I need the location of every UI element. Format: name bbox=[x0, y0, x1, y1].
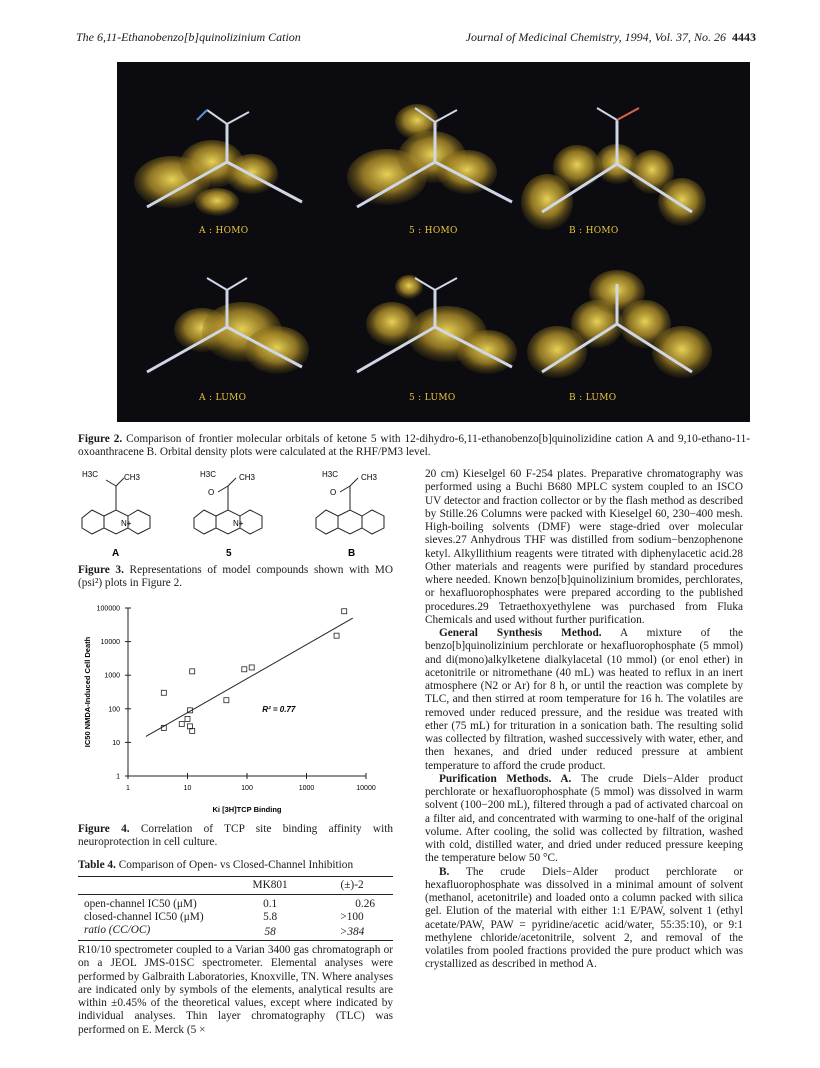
r-squared-annotation: R² = 0.77 bbox=[262, 705, 296, 715]
table-header-compound-2: (±)-2 bbox=[340, 879, 364, 892]
figure-4-caption bbox=[78, 823, 393, 850]
data-point bbox=[334, 633, 339, 638]
methyl-label-b: H3C bbox=[322, 470, 339, 479]
paragraph-general-synthesis bbox=[425, 627, 743, 773]
table-cell: 0.1 bbox=[263, 898, 278, 911]
panel-label-b-homo: B : HOMO bbox=[569, 226, 619, 236]
left-paragraph: R10/10 spectrometer coupled to a Varian 3400 gas chromatograph or on a JEOL JMS-01SC spectrometer. Elemental analyses were performed by Galbraith Laboratories, Knoxville, TN. Where analyses are indicated only by symbols of the elements, analytical results are within ±0.45% of the theoretical values, except where indicated by individual analyses. Thin layer chromatography (TLC) was performed on E. Merck (5 × bbox=[78, 944, 393, 1036]
left-column-text bbox=[78, 944, 393, 1037]
structure-a bbox=[82, 478, 150, 534]
method-b-heading: B. bbox=[439, 865, 450, 878]
figure-4-caption-text: Correlation of TCP site binding affinity with neuroprotection in cell culture. bbox=[78, 823, 393, 849]
data-point bbox=[242, 667, 247, 672]
panel-label-b-lumo: B : LUMO bbox=[569, 393, 617, 403]
data-point bbox=[224, 698, 229, 703]
nitrogen-label-a: N+ bbox=[121, 519, 132, 528]
oxygen-label-b: O bbox=[330, 488, 337, 497]
ch3-label-b: CH3 bbox=[361, 473, 378, 482]
figure-4-number: Figure 4. bbox=[78, 823, 130, 835]
chart-points bbox=[161, 609, 346, 734]
y-tick-label: 10 bbox=[112, 739, 120, 747]
ch3-label-5: CH3 bbox=[239, 473, 256, 482]
structure-label-5: 5 bbox=[226, 548, 232, 559]
table-cell: 0.26 bbox=[355, 898, 375, 911]
ch3-label-a: CH3 bbox=[124, 473, 141, 482]
y-tick-label: 100 bbox=[108, 706, 120, 714]
panel-label-a-homo: A : HOMO bbox=[199, 226, 249, 236]
figure-2-number: Figure 2. bbox=[78, 433, 123, 445]
y-tick-label: 1000 bbox=[104, 672, 120, 680]
table-cell: ratio (CC/OC) bbox=[84, 924, 151, 937]
panel-label-a-lumo: A : LUMO bbox=[199, 393, 247, 403]
table-header-mk801: MK801 bbox=[252, 879, 288, 892]
structure-label-b: B bbox=[348, 548, 356, 559]
running-title: The 6,11-Ethanobenzo[b]quinolizinium Cation bbox=[76, 30, 301, 44]
table-4 bbox=[78, 859, 393, 941]
right-column-text bbox=[425, 468, 743, 972]
table-row bbox=[78, 898, 393, 911]
journal-name: Journal of Medicinal Chemistry, 1994, Vol. 37, No. 26 bbox=[465, 30, 726, 44]
purification-b-text: The crude Diels−Alder product perchlorate or hexafluorophosphate was dissolved in a minimal amount of solvent (methanol, acetonitrile) and loaded onto a column packed with silica gel. Elution of the material with either 1:1 E/PAW, solvent 1 (ethyl acetate/PAW, PAW = pyridine/acetic acid/water, 55:35:10), or 9:1 methylene chloride/acetonitrile, solvent 2, and removal of the volatiles from pooled fractions provided the pure product which was crystallized as described in method A. bbox=[425, 865, 744, 971]
table-row bbox=[78, 924, 393, 941]
table-4-body bbox=[78, 898, 393, 941]
paragraph-purification-a bbox=[425, 773, 743, 866]
data-point bbox=[161, 690, 166, 695]
panel-label-5-homo: 5 : HOMO bbox=[409, 226, 458, 236]
figure-3-number: Figure 3. bbox=[78, 564, 124, 576]
methyl-label-a: H3C bbox=[82, 470, 99, 479]
purification-a-text: The crude Diels−Alder product perchlorate or hexafluorophosphate (5 mmol) was dissolved in warm solvent (100−200 mL), filtered through a pad of activated charcoal on a filter aid, and concentrated with warming to one-half of the original volume. After cooling, the solid was collected by filtration, washed with cold, distilled water, and dried under reduced pressure keeping the temperature below 50 °C. bbox=[425, 772, 743, 865]
panel-5-homo bbox=[347, 104, 512, 207]
x-axis-label: Ki [3H]TCP Binding bbox=[212, 805, 282, 814]
correlation-scatter-chart bbox=[76, 596, 396, 818]
table-4-title bbox=[78, 859, 393, 872]
panel-b-lumo bbox=[527, 270, 712, 378]
figure-3-caption bbox=[78, 564, 393, 591]
paragraph-materials: 20 cm) Kieselgel 60 F-254 plates. Preparative chromatography was performed using a Buchi B680 MPLC system coupled to an ISCO UV detector and fraction collector or by the flash method as described by Stille.26 Columns were packed with Kieselgel 60, 230−400 mesh. High-boiling solvents (DMF) were stage-dried over molecular sieves.27 Anhydrous THF was distilled from sodium−benzophenone ketyl. Alkyllithium reagents were titrated with diphenylacetic acid.28 Other materials and reagents were purified by standard procedures where needed. Known benzo[b]quinolizinium bromides, perchlorates, or hexafluorophosphates were prepared according to the published procedures.29 Tetraethoxyethylene was purchased from Fluka Chemicals and used without further purification. bbox=[425, 468, 743, 626]
paragraph-purification-b bbox=[425, 866, 743, 972]
purification-heading: Purification Methods. A. bbox=[439, 772, 572, 785]
y-tick-label: 10000 bbox=[100, 639, 120, 647]
table-row bbox=[78, 911, 393, 924]
panel-a-homo bbox=[134, 110, 302, 216]
table-header-blank bbox=[78, 879, 229, 892]
x-tick-label: 10000 bbox=[356, 785, 376, 792]
x-tick-label: 100 bbox=[241, 785, 253, 792]
structure-5 bbox=[194, 478, 262, 534]
table-4-header-row bbox=[78, 876, 393, 895]
table-cell: >100 bbox=[340, 911, 364, 924]
y-axis-label: IC50 NMDA-Induced Cell Death bbox=[83, 636, 92, 748]
model-compound-structures bbox=[76, 466, 401, 562]
nitrogen-label-5: N+ bbox=[233, 519, 244, 528]
x-tick-label: 10 bbox=[183, 785, 192, 792]
y-tick-label: 100000 bbox=[96, 605, 120, 613]
panel-b-homo bbox=[521, 108, 706, 230]
data-point bbox=[190, 669, 195, 674]
methyl-label-5: H3C bbox=[200, 470, 217, 479]
table-cell: >384 bbox=[339, 925, 365, 938]
data-point bbox=[179, 722, 184, 727]
table-cell: open-channel IC50 (μM) bbox=[84, 898, 197, 911]
table-cell: 58 bbox=[264, 925, 276, 938]
oxygen-label-5: O bbox=[208, 488, 215, 497]
table-cell: closed-channel IC50 (μM) bbox=[84, 911, 204, 924]
figure-2-caption-text: Comparison of frontier molecular orbitals of ketone 5 with 12-dihydro-6,11-ethanobenzo[b]quinolizidine cation A and 9,10-ethano-11-oxoanthracene B. Orbital density plots were calculated at the RHF/PM3 level. bbox=[78, 433, 751, 459]
orbital-density-figure bbox=[117, 62, 750, 422]
structure-label-a: A bbox=[112, 548, 120, 559]
panel-label-5-lumo: 5 : LUMO bbox=[409, 393, 456, 403]
structure-b bbox=[316, 478, 384, 534]
general-synthesis-text: A mixture of the benzo[b]quinolizinium perchlorate or hexafluorophosphate (5 mmol) and di(mono)alkylketene dialkylacetal (10 mmol) (or enol ether) in acetonitrile or nitromethane (40 mL) was heated to reflux in an inert atmosphere (N2 or Ar) for 8 h, or until the reaction was complete by TLC, and then stirred at room temperature for 16 h. The volatiles are removed under reduced pressure, and the residue was treated with ether (75 mL) for trituration in a sonication bath. The resulting solid was collected by filtration, washed successively with water, ether, and then hexanes, and dried under reduced pressure at ambient temperature to afford the crude product. bbox=[425, 627, 744, 772]
figure-3-caption-text: Representations of model compounds shown with MO (psi²) plots in Figure 2. bbox=[78, 564, 394, 590]
data-point bbox=[249, 665, 254, 670]
general-synthesis-heading: General Synthesis Method. bbox=[439, 627, 602, 639]
panel-5-lumo bbox=[357, 275, 517, 374]
x-tick-label: 1000 bbox=[298, 785, 315, 792]
y-tick-label: 1 bbox=[116, 773, 120, 781]
x-tick-label: 1 bbox=[126, 785, 130, 792]
page-number: 4443 bbox=[732, 30, 756, 44]
journal-citation bbox=[466, 30, 756, 45]
data-point bbox=[342, 609, 347, 614]
table-cell: 5.8 bbox=[263, 911, 278, 924]
chart-axes bbox=[128, 608, 366, 776]
figure-2-caption bbox=[78, 433, 750, 460]
table-4-title-text: Comparison of Open- vs Closed-Channel Inhibition bbox=[118, 859, 354, 871]
orbital-density-plots bbox=[117, 62, 750, 422]
panel-a-lumo bbox=[147, 278, 309, 374]
regression-line bbox=[146, 618, 353, 736]
table-4-number: Table 4. bbox=[78, 859, 116, 871]
data-point bbox=[185, 716, 190, 721]
